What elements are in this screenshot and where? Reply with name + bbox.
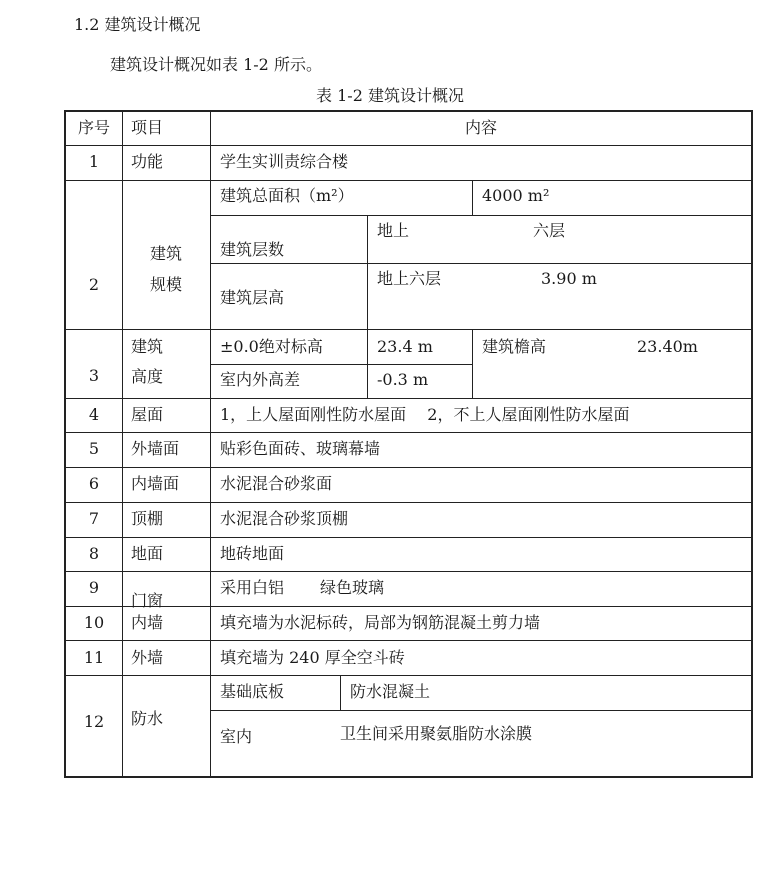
- row-item: 规模: [150, 275, 183, 294]
- row-content: 水泥混合砂浆顶棚: [220, 509, 349, 528]
- row-item: 功能: [131, 152, 164, 171]
- row-item: 外墙: [131, 648, 164, 667]
- row-content: 填充墙为 240 厚全空斗砖: [220, 648, 405, 667]
- foundation-slab-value: 防水混凝土: [350, 682, 431, 701]
- row-item: 内墙面: [131, 474, 180, 493]
- row-no: 4: [88, 405, 100, 424]
- indoor-outdoor-diff-label: 室内外高差: [220, 370, 301, 389]
- table-rule: [472, 329, 473, 398]
- row-item: 屋面: [131, 405, 164, 424]
- row-no: 6: [88, 474, 100, 493]
- row-item: 顶棚: [131, 509, 164, 528]
- table-rule: [210, 364, 472, 365]
- table-rule: [64, 398, 753, 399]
- eave-height-label: 建筑檐高: [482, 337, 547, 356]
- row-no: 2: [88, 275, 100, 294]
- row-content: 学生实训责综合楼: [220, 152, 349, 171]
- absolute-elevation-label: ±0.0绝对标高: [220, 337, 323, 356]
- table-rule: [64, 180, 753, 181]
- row-item: 门窗: [131, 591, 164, 610]
- floors-label: 建筑层数: [220, 240, 285, 259]
- eave-height-value: 23.40m: [637, 337, 698, 356]
- indoor-waterproof-value: 卫生间采用聚氨脂防水涂膜: [340, 724, 533, 743]
- table-rule: [210, 710, 753, 711]
- table-rule: [472, 180, 473, 215]
- row-no: 10: [83, 613, 105, 632]
- header-content: 内容: [464, 118, 497, 137]
- row-item: 建筑: [150, 244, 183, 263]
- floor-height-value: 3.90 m: [541, 269, 597, 288]
- table-bottom-border: [64, 776, 753, 778]
- header-item: 项目: [131, 118, 164, 137]
- table-caption: 表 1-2 建筑设计概况: [316, 86, 464, 105]
- row-no: 3: [88, 366, 100, 385]
- table-rule: [210, 215, 753, 216]
- row-no: 11: [83, 648, 105, 667]
- table-rule: [340, 675, 341, 710]
- table-rule: [210, 263, 753, 264]
- table-top-border: [64, 110, 753, 112]
- table-right-border: [751, 110, 753, 778]
- row-content: 1，上人屋面刚性防水屋面 2，不上人屋面刚性防水屋面: [220, 405, 630, 424]
- table-rule: [64, 467, 753, 468]
- table-rule: [64, 640, 753, 641]
- floor-height-sub: 地上六层: [377, 269, 442, 288]
- table-rule: [64, 502, 753, 503]
- table-rule: [210, 110, 211, 778]
- row-no: 7: [88, 509, 100, 528]
- table-rule: [64, 432, 753, 433]
- total-area-value: 4000 m²: [482, 186, 550, 205]
- row-item: 地面: [131, 544, 164, 563]
- row-no: 5: [88, 439, 100, 458]
- floors-value: 六层: [533, 221, 566, 240]
- table-rule: [64, 606, 753, 607]
- table-rule: [64, 537, 753, 538]
- table-rule: [64, 675, 753, 676]
- row-no: 1: [88, 152, 100, 171]
- table-rule: [122, 110, 123, 778]
- row-no: 8: [88, 544, 100, 563]
- table-rule: [367, 215, 368, 329]
- row-item: 内墙: [131, 613, 164, 632]
- row-item: 建筑: [131, 337, 164, 356]
- table-rule: [367, 329, 368, 398]
- row-content: 填充墙为水泥标砖，局部为钢筋混凝土剪力墙: [220, 613, 541, 632]
- row-content: 贴彩色面砖、玻璃幕墙: [220, 439, 381, 458]
- floors-sub: 地上: [377, 221, 410, 240]
- table-rule: [64, 145, 753, 146]
- section-heading: 1.2 建筑设计概况: [74, 15, 201, 34]
- row-item: 外墙面: [131, 439, 180, 458]
- absolute-elevation-value: 23.4 m: [377, 337, 433, 356]
- table-rule: [64, 571, 753, 572]
- header-no: 序号: [77, 118, 110, 137]
- row-item: 高度: [131, 367, 164, 386]
- total-area-label: 建筑总面积（m²）: [220, 186, 354, 205]
- row-content: 采用白铝: [220, 578, 285, 597]
- row-content: 绿色玻璃: [320, 578, 385, 597]
- intro-paragraph: 建筑设计概况如表 1-2 所示。: [110, 55, 322, 74]
- table-rule: [64, 329, 753, 330]
- row-item: 防水: [131, 709, 164, 728]
- row-no: 9: [88, 578, 100, 597]
- row-no: 12: [83, 712, 105, 731]
- row-content: 水泥混合砂浆面: [220, 474, 333, 493]
- row-content: 地砖地面: [220, 544, 285, 563]
- floor-height-label: 建筑层高: [220, 288, 285, 307]
- indoor-outdoor-diff-value: -0.3 m: [377, 370, 429, 389]
- foundation-slab-label: 基础底板: [220, 682, 285, 701]
- indoor-waterproof-label: 室内: [220, 727, 253, 746]
